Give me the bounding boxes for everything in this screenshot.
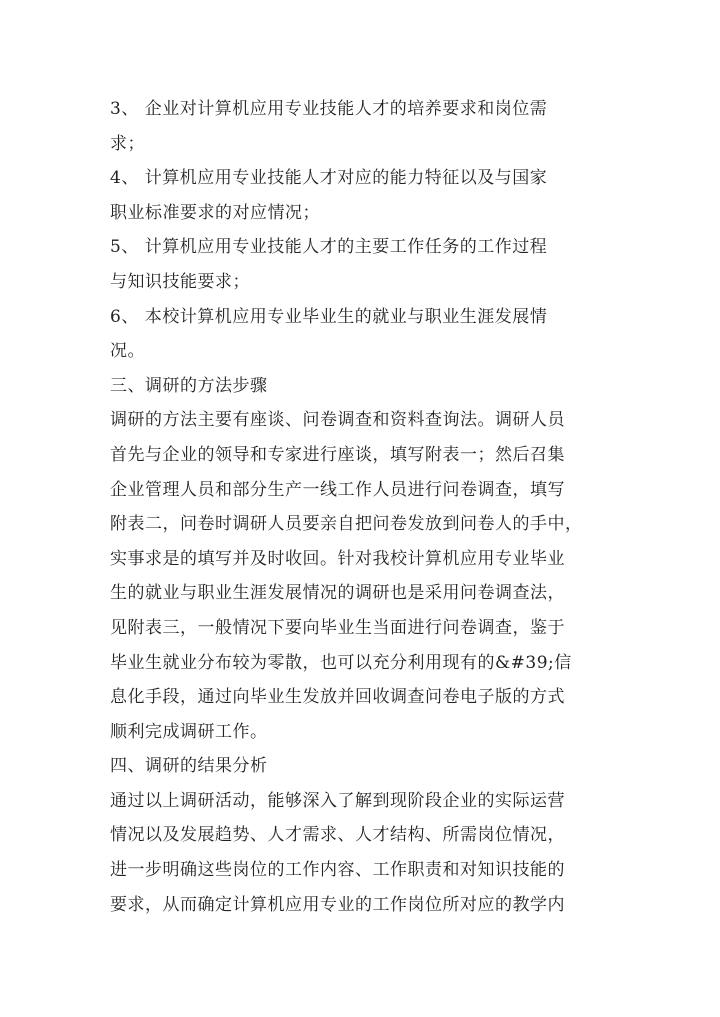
- text-line: 首先与企业的领导和专家进行座谈，填写附表一；然后召集: [110, 444, 565, 465]
- text-line: 息化手段，通过向毕业生发放并回收调查问卷电子版的方式: [110, 687, 565, 708]
- text-line: 实事求是的填写并及时收回。针对我校计算机应用专业毕业: [110, 548, 565, 569]
- text-line: 职业标准要求的对应情况；: [110, 202, 320, 223]
- text-line: 企业管理人员和部分生产一线工作人员进行问卷调查，填写: [110, 479, 565, 500]
- text-line: 进一步明确这些岗位的工作内容、工作职责和对知识技能的: [110, 860, 565, 881]
- text-line: 顺利完成调研工作。: [110, 721, 268, 742]
- text-line: 5、 计算机应用专业技能人才的主要工作任务的工作过程: [110, 237, 548, 258]
- text-line: 4、 计算机应用专业技能人才对应的能力特征以及与国家: [110, 168, 548, 189]
- text-line: 况。: [110, 341, 145, 362]
- text-line: 求；: [110, 133, 145, 154]
- text-line: 调研的方法主要有座谈、问卷调查和资料查询法。调研人员: [110, 410, 565, 431]
- text-line: 情况以及发展趋势、人才需求、人才结构、所需岗位情况，: [110, 825, 565, 846]
- text-line: 毕业生就业分布较为零散，也可以充分利用现有的&#39;信: [110, 652, 572, 673]
- document-body: [110, 92, 620, 922]
- text-line: 附表二，问卷时调研人员要亲自把问卷发放到问卷人的手中，: [110, 514, 583, 535]
- section-heading: 三、调研的方法步骤: [110, 375, 268, 396]
- text-line: 生的就业与职业生涯发展情况的调研也是采用问卷调查法，: [110, 583, 565, 604]
- text-line: 与知识技能要求；: [110, 271, 250, 292]
- text-line: 通过以上调研活动，能够深入了解到现阶段企业的实际运营: [110, 790, 565, 811]
- text-line: 要求，从而确定计算机应用专业的工作岗位所对应的教学内: [110, 894, 565, 915]
- section-heading: 四、调研的结果分析: [110, 756, 268, 777]
- text-line: 见附表三，一般情况下要向毕业生当面进行问卷调查，鉴于: [110, 617, 565, 638]
- text-line: 6、 本校计算机应用专业毕业生的就业与职业生涯发展情: [110, 306, 548, 327]
- text-line: 3、 企业对计算机应用专业技能人才的培养要求和岗位需: [110, 99, 548, 119]
